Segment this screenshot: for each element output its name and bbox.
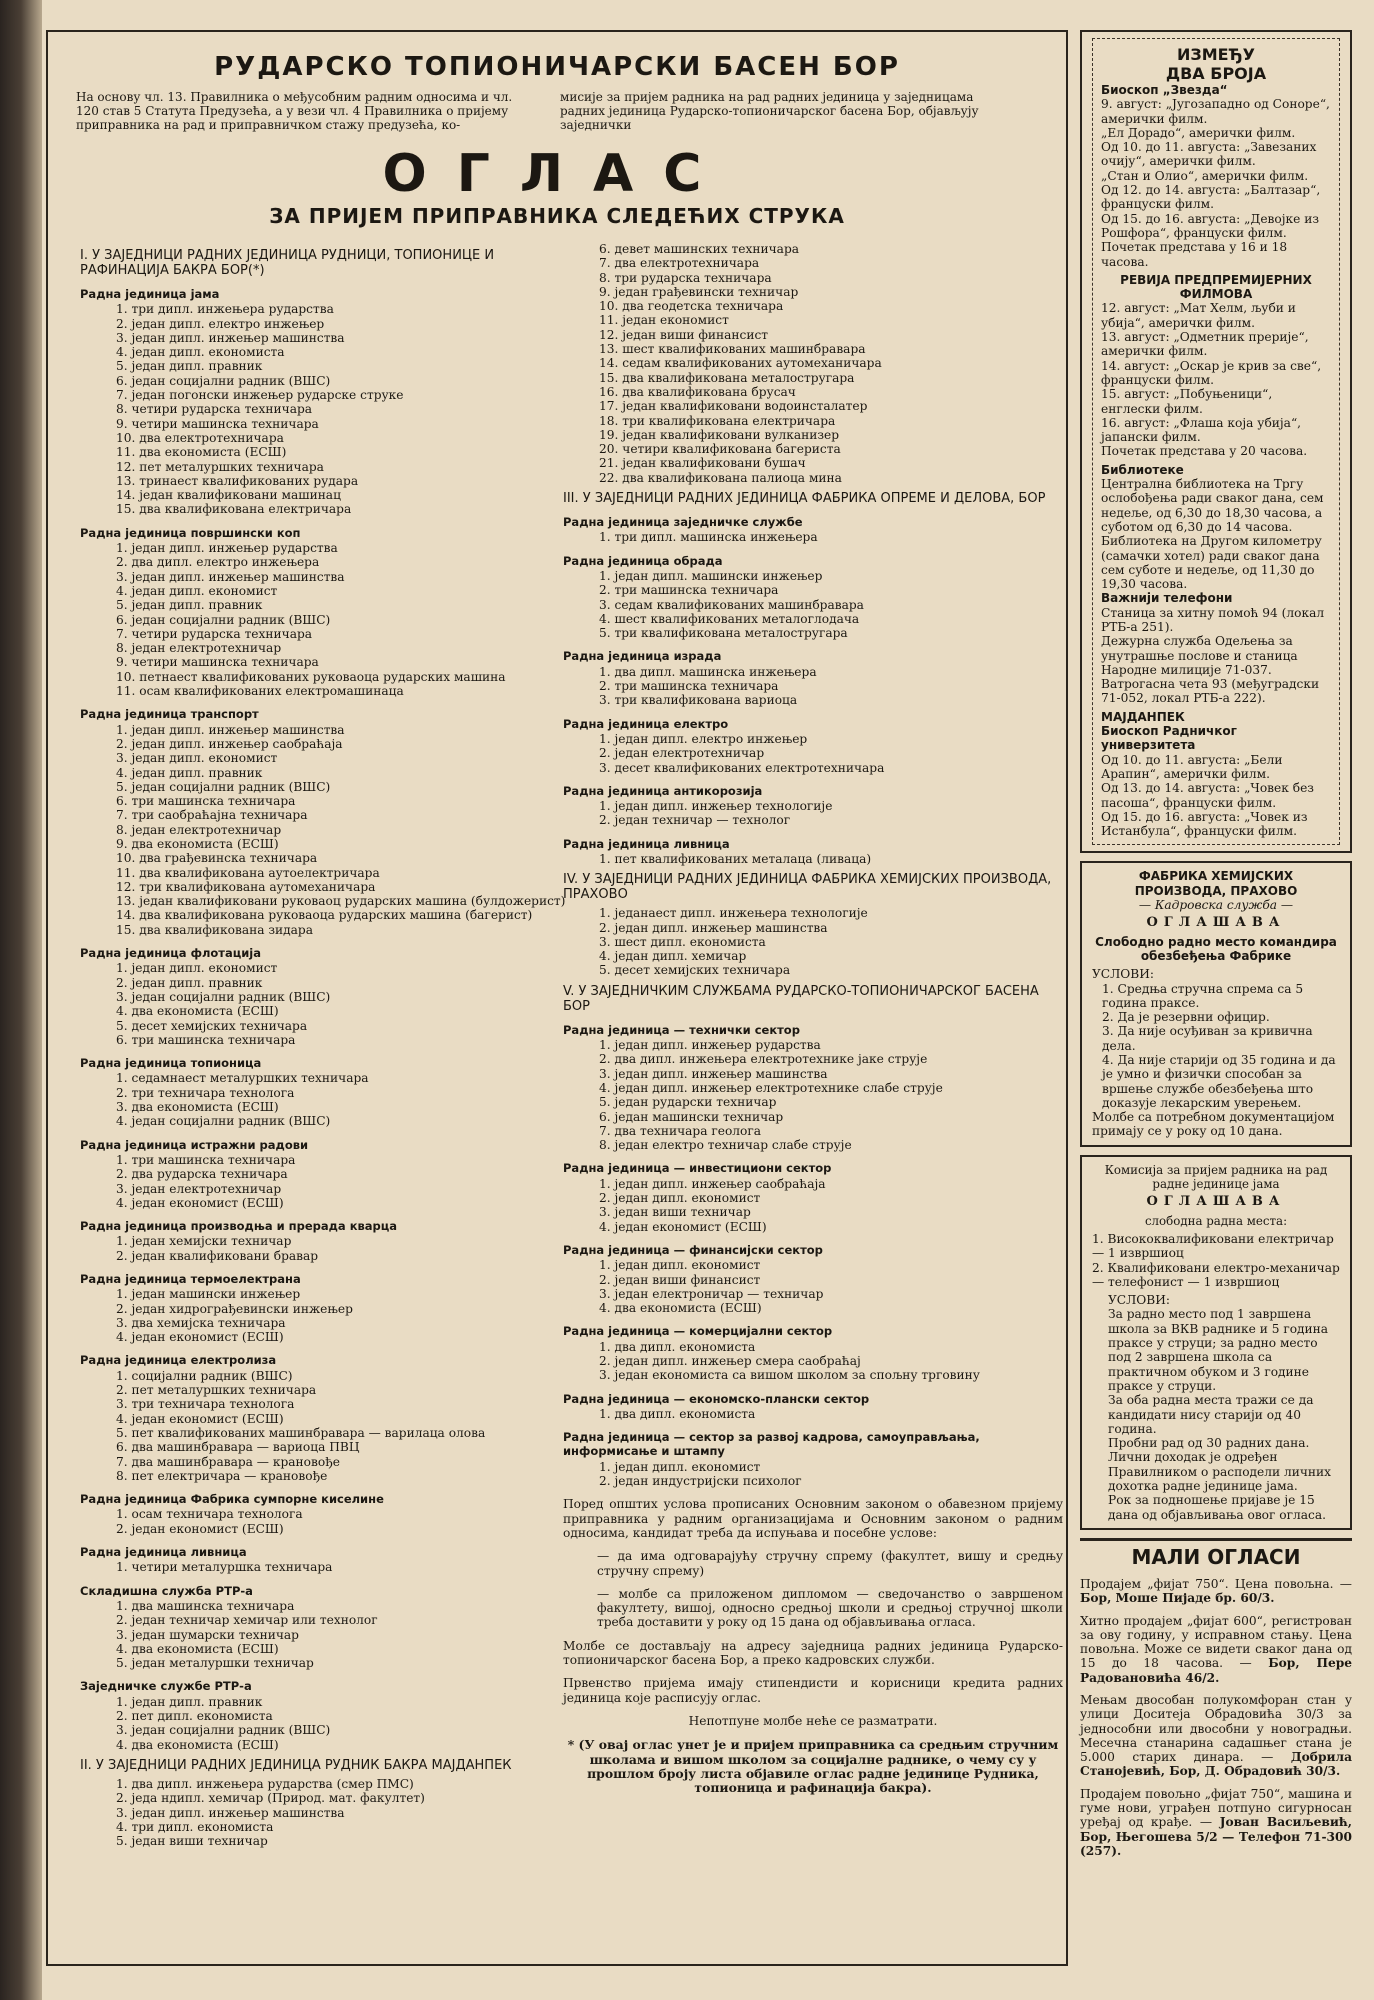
unit-heading: Радна јединица транспорт	[80, 707, 259, 722]
position-item: 9. четири машинска техничара	[116, 655, 319, 670]
komisija-positions	[1092, 1232, 1340, 1289]
ad-text: Мењам двособан полукомфоран стан у улици Доситеја Обрадовића 30/3 за једнособни или двособни у новоградњи. Месечна станарина садашњег стана је 5.000 старих динара. —	[1080, 1692, 1352, 1765]
position-item: 2. један електротехничар	[599, 746, 765, 761]
libraries-heading: Библиотеке	[1101, 462, 1184, 477]
footnote: * (У овај оглас унет је и пријем приправника са средњим стручним школама и вишом школом за социјалне раднике, о чему су у прошлом броју листа објавиле оглас радне јединице Рудника, топионица и рафинација бакра).	[567, 1737, 1059, 1796]
position-item: 3. један електротехничар	[116, 1181, 282, 1196]
unit-heading: Радна јединица електролиза	[80, 1353, 277, 1368]
position-item: 1. пет квалификованих металаца (ливаца)	[599, 851, 872, 866]
position-list	[563, 906, 1063, 977]
position-item: 8. један електро техничар слабе струје	[599, 1138, 852, 1153]
ad-text: Продајем повољно „фијат 750“, машина и гуме нови, уграђен потпуно сигурносан уређај од крађе. —	[1080, 1786, 1352, 1830]
position-item: 3. један социјални радник (ВШС)	[116, 989, 331, 1004]
ad-contact: Добрила Станојевић, Бор, Д. Обрадовић 30/3.	[1080, 1750, 1352, 1779]
position-item: 1. један дипл. инжењер машинства	[116, 722, 345, 737]
condition-item: — да има одговарајућу стручну спрему (факултет, вишу и средњу стручну спрему)	[597, 1549, 1063, 1578]
position-item: 3. шест дипл. економиста	[599, 934, 766, 949]
position-item: 5. три квалификована металостругара	[599, 626, 848, 641]
position-item: 3. један шумарски техничар	[116, 1627, 299, 1642]
position-item: 10. два грађевинска техничара	[116, 851, 318, 866]
position-item: 10. петнаест квалификованих руковаоца рударских машина	[116, 669, 506, 684]
mali-oglasi	[1080, 1538, 1352, 1858]
position-item: 8. три рударска техничара	[599, 270, 772, 285]
listing-line: 14. август: „Оскар је крив за све“, француски филм.	[1101, 358, 1322, 387]
position-item: 5. један дипл. правник	[116, 598, 263, 613]
cinema-univerzitet-listing	[1101, 753, 1331, 839]
position-item: 14. седам квалификованих аутомеханичара	[599, 356, 882, 371]
position-item: 16. два квалификована брусач	[599, 384, 796, 399]
listing-line: Од 12. до 14. августа: „Балтазар“, француски филм.	[1101, 183, 1321, 212]
position-item: 9. четири машинска техничара	[116, 416, 319, 431]
position-item: 4. два економиста (ЕСШ)	[599, 1301, 762, 1316]
listing-line: Централна библиотека на Тргу ослобођења ради сваког дана, сем недеље, од 6,30 до 18,30 часова, а суботом од 6,30 до 14 часова.	[1101, 477, 1324, 534]
position-item: 3. два економиста (ЕСШ)	[116, 1100, 279, 1115]
position-item: 12. пет металуршких техничара	[116, 459, 324, 474]
position-item: 1. два дипл. економиста	[599, 1406, 756, 1421]
position-item: 8. један електротехничар	[116, 822, 282, 837]
unit-heading: Заједничке службе РТР-а	[80, 1679, 252, 1694]
position-item: 3. три техничара технолога	[116, 1397, 295, 1412]
unit-heading: Радна јединица електро	[563, 716, 729, 731]
position-list	[563, 530, 1063, 544]
listing-line: Од 13. до 14. августа: „Човек без пасоша“, француски филм.	[1101, 781, 1314, 810]
position-item: 2. Квалификовани електро-механичар — телефонист — 1 извршиоц	[1092, 1260, 1340, 1289]
position-item: 4. један социјални радник (ВШС)	[116, 1114, 331, 1129]
position-item: 10. два геодетска техничара	[599, 299, 784, 314]
section-heading: IV. У ЗАЈЕДНИЦИ РАДНИХ ЈЕДИНИЦА ФАБРИКА ХЕМИЈСКИХ ПРОИЗВОДА, ПРАХОВО	[563, 872, 1052, 903]
position-item: 4. један економист (ЕСШ)	[116, 1411, 284, 1426]
position-item: 5. један дипл. правник	[116, 359, 263, 374]
position-item: 8. један електротехничар	[116, 641, 282, 656]
unit-heading: Радна јединица ливница	[563, 836, 730, 851]
position-item: 2. један виши финансист	[599, 1272, 761, 1287]
position-list	[563, 242, 1063, 485]
position-item: 3. један дипл. инжењер машинства	[116, 330, 345, 345]
position-item: 13. тринаест квалификованих рудара	[116, 473, 359, 488]
listing-line: Од 10. до 11. августа: „Завезаних очију“, амерички филм.	[1101, 140, 1317, 169]
unit-heading: Радна јединица производња и прерада кварца	[80, 1219, 398, 1234]
position-item: 1. седамнаест металуршких техничара	[116, 1071, 369, 1086]
unit-heading: Радна јединица антикорозија	[563, 783, 763, 798]
position-item: 14. два квалификована руковаоца рударских машина (багерист)	[116, 908, 533, 923]
mali-oglasi-list	[1080, 1577, 1352, 1858]
position-item: 4. један дипл. економиста	[116, 345, 285, 360]
position-item: 1. један дипл. правник	[116, 1694, 263, 1709]
position-item: 1. један дипл. инжењер рударства	[599, 1038, 821, 1053]
position-item: 3. седам квалификованих машинбравара	[599, 597, 864, 612]
position-item: 22. два квалификована палиоца мина	[599, 470, 842, 485]
position-item: 4. један дипл. економист	[116, 583, 278, 598]
position-item: 3. један виши техничар	[599, 1205, 751, 1220]
fabrika-conditions-heading: УСЛОВИ:	[1092, 967, 1154, 982]
unit-heading: Радна јединица обрада	[563, 553, 723, 568]
position-item: 7. два електротехничара	[599, 256, 760, 271]
position-list	[80, 1560, 560, 1574]
fabrika-notice-box	[1080, 861, 1352, 1146]
libraries-listing	[1101, 477, 1331, 591]
position-item: 3. један дипл. инжењер машинства	[116, 1805, 345, 1820]
paragraph: Молбе се достављају на адресу заједница радних јединица Рударско-топионичарског басена Бор, а преко кадровских служби.	[563, 1638, 1063, 1668]
notice-line: Непотпуне молбе неће се разматрати.	[688, 1713, 938, 1728]
position-item: 2. један дипл. правник	[116, 975, 263, 990]
position-list	[80, 1777, 560, 1848]
condition-item: Рок за подношење пријаве је 15 дана од објављивања овог огласа.	[1108, 1493, 1326, 1522]
position-list	[563, 852, 1063, 866]
ad-contact: Бор, Пере Радовановића 46/2.	[1080, 1656, 1353, 1685]
paragraph: Поред општих услова прописаних Основним законом о обавезном пријему приправника у радним организацијама и Основним законом о радним односима, кандидат треба да испуњава и посебне услове:	[563, 1497, 1063, 1540]
position-item: 4. један економист (ЕСШ)	[599, 1219, 767, 1234]
ad-text: Продајем „фијат 750“. Цена повољна. —	[1080, 1576, 1352, 1591]
position-item: 4. два економиста (ЕСШ)	[116, 1641, 279, 1656]
listing-line: 15. август: „Побуњеници“, енглески филм.	[1101, 387, 1273, 416]
condition-item: Лични доходак је одређен Правилником о расподели личних дохотка радне јединице јама.	[1108, 1450, 1332, 1494]
position-item: 5. један виши техничар	[116, 1834, 268, 1849]
position-item: 2. један дипл. економист	[599, 1191, 761, 1206]
position-item: 15. два квалификована електричара	[116, 502, 352, 517]
unit-heading: Радна јединица — инвестициони сектор	[563, 1161, 832, 1176]
position-item: 3. један социјални радник (ВШС)	[116, 1723, 331, 1738]
ad-contact: Јован Васиљевић, Бор, Његошева 5/2 — Телефон 71-300 (257).	[1080, 1815, 1352, 1858]
position-item: 1. три машинска техничара	[116, 1152, 296, 1167]
position-list	[80, 1234, 560, 1263]
position-item: 1. један дипл. електро инжењер	[599, 731, 808, 746]
position-item: 21. један квалификовани бушач	[599, 456, 806, 471]
phones-heading: Важнији телефони	[1101, 591, 1233, 606]
ad-text: Хитно продајем „фијат 600“, регистрован за ову годину, у исправном стању. Цена повољна. Може се видети сваког дана од 15 до 18 часова. —	[1080, 1613, 1352, 1671]
condition-item: Пробни рад од 30 радних дана.	[1108, 1436, 1310, 1451]
position-item: 2. пет дипл. економиста	[116, 1709, 273, 1724]
komisija-announce: ОГЛАШАВА	[1146, 1194, 1286, 1210]
position-item: 1. два дипл. инжењера рударства (смер ПМС)	[116, 1776, 414, 1791]
listing-line: „Ел Дорадо“, амерички филм.	[1101, 125, 1296, 140]
listing-line: Ватрогасна чета 93 (међуградски 71-052, локал РТБ-а 222).	[1101, 677, 1320, 706]
position-item: 4. један дипл. инжењер електротехнике слабе струје	[599, 1080, 943, 1095]
position-list	[563, 1460, 1063, 1489]
unit-heading: Радна јединица термоелектрана	[80, 1272, 301, 1286]
listing-line: Од 10. до 11. августа: „Бели Арапин“, амерички филм.	[1101, 752, 1283, 781]
position-item: 6. три машинска техничара	[116, 1032, 296, 1047]
position-item: 1. један дипл. машински инжењер	[599, 568, 823, 583]
position-item: 3. десет квалификованих електротехничара	[599, 760, 885, 775]
cinema-univerzitet: Биоскоп Радничког универзитета	[1101, 724, 1237, 753]
condition-item: 3. Да није осуђиван за кривична дела.	[1102, 1024, 1313, 1053]
condition-item: 2. Да је резервни официр.	[1102, 1010, 1270, 1025]
classified-ad	[1080, 1614, 1352, 1685]
position-item: 3. један дипл. економист	[116, 751, 278, 766]
position-item: 4. један дипл. правник	[116, 765, 263, 780]
unit-heading: Радна јединица — технички сектор	[563, 1022, 800, 1037]
unit-heading: Радна јединица флотација	[80, 946, 262, 961]
position-item: 3. један електроничар — техничар	[599, 1286, 824, 1301]
position-item: 11. осам квалификованих електромашинаца	[116, 684, 404, 699]
position-item: 15. два квалификована металостругара	[599, 370, 855, 385]
komisija-intro: Комисија за пријем радника на рад радне јединице јама	[1104, 1162, 1328, 1192]
revija-heading: РЕВИЈА ПРЕДПРЕМИЈЕРНИХ ФИЛМОВА	[1120, 272, 1312, 302]
position-item: 4. два економиста (ЕСШ)	[116, 1737, 279, 1752]
listing-line: Дежурна служба Одељења за унутрашње послове и станица Народне милиције 71-037.	[1101, 634, 1298, 677]
position-list	[563, 1177, 1063, 1234]
mali-oglasi-heading: МАЛИ ОГЛАСИ	[1080, 1538, 1352, 1569]
position-list	[80, 1599, 560, 1670]
position-item: 5. један металуршки техничар	[116, 1656, 314, 1671]
position-item: 12. три квалификована аутомеханичара	[116, 879, 376, 894]
position-item: 9. два економиста (ЕСШ)	[116, 836, 279, 851]
position-list	[80, 1287, 560, 1344]
unit-heading: Радна јединица — финансијски сектор	[563, 1242, 823, 1257]
position-item: 2. три техничара технолога	[116, 1085, 295, 1100]
position-item: 7. два машинбравара — крановође	[116, 1454, 341, 1469]
condition-item: За радно место под 1 завршена школа за ВКВ раднике и 5 година праксе у струци; за радно место под 2 завршена школа са практичном обуком и 3 године праксе у струци.	[1108, 1307, 1329, 1393]
position-item: 5. један социјални радник (ВШС)	[116, 779, 331, 794]
position-list	[80, 541, 560, 698]
position-list	[80, 1369, 560, 1483]
position-list	[80, 1153, 560, 1210]
position-item: 13. један квалификовани руковаоц рударских машина (булдожерист)	[116, 894, 566, 909]
fabrika-announce: ОГЛАШАВА	[1146, 915, 1286, 931]
position-item: 3. три квалификована вариоца	[599, 693, 798, 708]
position-item: 7. два техничара геолога	[599, 1123, 762, 1138]
oglas-heading: ОГЛАС	[382, 144, 732, 204]
position-list	[80, 302, 560, 516]
position-list	[80, 1071, 560, 1128]
listing-line: Станица за хитну помоћ 94 (локал РТБ-а 251).	[1101, 605, 1325, 634]
position-item: 6. два машинбравара — вариоца ПВЦ	[116, 1440, 360, 1455]
position-list	[563, 1340, 1063, 1383]
position-item: 1. један дипл. економист	[599, 1459, 761, 1474]
position-item: 1. два дипл. економиста	[599, 1339, 756, 1354]
unit-heading: Радна јединица површински коп	[80, 525, 301, 540]
fabrika-title: ФАБРИКА ХЕМИЈСКИХ ПРОИЗВОДА, ПРАХОВО	[1134, 869, 1298, 898]
position-item: 3. један економиста са вишом школом за спољну трговину	[599, 1368, 980, 1383]
position-item: 2. један дипл. електро инжењер	[116, 316, 325, 331]
position-item: 11. два квалификована аутоелектричара	[116, 865, 380, 880]
position-item: 10. два електротехничара	[116, 430, 284, 445]
izmedju-title: ИЗМЕЂУ	[1177, 45, 1255, 64]
position-item: 2. један хидрограђевински инжењер	[116, 1301, 353, 1316]
position-item: 2. два дипл. електро инжењера	[116, 555, 320, 570]
position-item: 13. шест квалификованих машинбравара	[599, 342, 866, 357]
section-heading: V. У ЗАЈЕДНИЧКИМ СЛУЖБАМА РУДАРСКО-ТОПИОНИЧАРСКОГ БАСЕНА БОР	[563, 983, 1039, 1014]
position-item: 2. један економист (ЕСШ)	[116, 1521, 284, 1536]
position-item: 1. један дипл. инжењер саобраћаја	[599, 1176, 826, 1191]
izmedju-subtitle: ДВА БРОЈА	[1165, 64, 1267, 83]
unit-heading: Радна јединица Фабрика сумпорне киселине	[80, 1492, 384, 1507]
position-list	[563, 732, 1063, 775]
position-item: 1. један хемијски техничар	[116, 1234, 292, 1249]
classified-ad	[1080, 1577, 1352, 1606]
adjacent-page-edge	[0, 0, 42, 2000]
listing-line: Библиотека на Другом километру (самачки хотел) ради сваког дана сем суботе и недеље, од 11,30 до 19,30 часова.	[1101, 534, 1322, 592]
position-item: 6. један социјални радник (ВШС)	[116, 373, 331, 388]
position-item: 6. три машинска техничара	[116, 794, 296, 809]
position-list	[563, 1038, 1063, 1152]
position-item: 18. три квалификована електричара	[599, 413, 836, 428]
position-item: 2. један техничар хемичар или технолог	[116, 1613, 378, 1628]
position-item: 1. два дипл. машинска инжењера	[599, 664, 817, 679]
komisija-conditions	[1092, 1307, 1340, 1521]
ad-contact: Бор, Моше Пијаде бр. 60/3.	[1080, 1591, 1275, 1606]
listing-line: 9. август: „Југозападно од Соноре“, амерички филм.	[1101, 97, 1330, 126]
unit-heading: Радна јединица топионица	[80, 1056, 262, 1071]
fabrika-footer: Молбе са потребном документацијом примају се у року од 10 дана.	[1092, 1110, 1335, 1139]
unit-heading: Радна јединица ливница	[80, 1545, 247, 1560]
unit-heading: Радна јединица јама	[80, 287, 220, 301]
position-item: 2. три машинска техничара	[599, 679, 779, 694]
intro-right: мисије за пријем радника на рад радних јединица у заједницама радних јединица Рударско-топионичарског басена Бор, објављују заједнички	[560, 90, 979, 132]
main-announcement	[46, 30, 1068, 1966]
position-item: 2. један дипл. инжењер смера саобраћај	[599, 1354, 861, 1368]
intro-left: На основу чл. 13. Правилника о међусобним радним односима и чл. 120 став 5 Статута Предузећа, а у вези чл. 4 Правилника о пријему приправника на рад и приправничком стажу предузећа, ко-	[76, 90, 513, 132]
position-item: 3. два хемијска техничара	[116, 1315, 286, 1330]
position-list	[80, 722, 566, 937]
position-item: 1. три дипл. инжењера рударства	[116, 302, 334, 317]
position-item: 8. пет електричара — крановође	[116, 1468, 328, 1483]
company-title: РУДАРСКО ТОПИОНИЧАРСКИ БАСЕН БОР	[214, 52, 900, 82]
position-item: 7. један погонски инжењер рударске струке	[116, 388, 404, 403]
unit-heading: Радна јединица — комерцијални сектор	[563, 1324, 833, 1339]
position-list	[563, 1258, 1063, 1315]
position-item: 17. један квалификовани водоинсталатер	[599, 399, 868, 414]
position-item: 1. осам техничара технолога	[116, 1507, 303, 1522]
position-item: 3. један дипл. инжењер машинства	[599, 1066, 828, 1081]
position-item: 2. један дипл. инжењер саобраћаја	[116, 736, 343, 751]
position-item: 2. један квалификовани бравар	[116, 1248, 319, 1263]
position-list	[563, 1407, 1063, 1421]
condition-item: — молбе са приложеном дипломом — сведочанство о завршеном факултету, вишој, односно средњој школи и средњој стручној школи треба доставити у року од 15 дана од објављивања огласа.	[597, 1586, 1063, 1630]
position-item: 1. један машински инжењер	[116, 1287, 301, 1302]
position-item: 2. пет металуршких техничара	[116, 1383, 317, 1398]
position-item: 19. један квалификовани вулканизер	[599, 427, 840, 442]
position-item: 5. десет хемијских техничара	[599, 963, 791, 978]
position-item: 1. четири металуршка техничара	[116, 1560, 333, 1575]
position-item: 15. два квалификована зидара	[116, 922, 313, 937]
position-item: 5. један рударски техничар	[599, 1095, 777, 1110]
condition-item: За оба радна места тражи се да кандидати нису старији од 40 година.	[1108, 1393, 1314, 1436]
fabrika-conditions	[1092, 982, 1340, 1111]
position-item: 4. шест квалификованих металоглодача	[599, 611, 860, 626]
oglas-subheading: ЗА ПРИЈЕМ ПРИПРАВНИКА СЛЕДЕЋИХ СТРУКА	[269, 204, 845, 228]
position-item: 9. један грађевински техничар	[599, 284, 799, 299]
section-heading: I. У ЗАЈЕДНИЦИ РАДНИХ ЈЕДИНИЦА РУДНИЦИ, ТОПИОНИЦЕ И РАФИНАЦИЈА БАКРА БОР(*)	[80, 248, 495, 278]
section-heading: II. У ЗАЈЕДНИЦИ РАДНИХ ЈЕДИНИЦА РУДНИК БАКРА МАЈДАНПЕК	[80, 1757, 512, 1773]
cinema-zvezda: Биоскоп „Звезда“	[1101, 83, 1228, 97]
classified-ad	[1080, 1693, 1352, 1779]
unit-heading: Радна јединица — сектор за развој кадрова, самоуправљања, информисање и штампу	[563, 1430, 980, 1459]
position-item: 14. један квалификовани машинац	[116, 488, 341, 503]
listing-line: Почетак представа у 20 часова.	[1101, 444, 1308, 459]
listing-column-right	[563, 242, 1063, 1795]
izmedju-dva-broja-box	[1080, 30, 1352, 853]
position-item: 2. два дипл. инжењера електротехнике јаке струје	[599, 1052, 928, 1067]
listing-column-left	[80, 242, 566, 1849]
fabrika-service: — Кадровска служба —	[1138, 898, 1294, 913]
position-list	[80, 1507, 560, 1536]
listing-line: Почетак представа у 16 и 18 часова.	[1101, 240, 1288, 269]
position-item: 8. четири рударска техничара	[116, 402, 313, 417]
position-item: 4. два економиста (ЕСШ)	[116, 1004, 279, 1019]
position-item: 2. једа ндипл. хемичар (Природ. мат. факултет)	[116, 1791, 425, 1806]
position-item: 7. четири рударска техничара	[116, 626, 313, 641]
paragraph: Првенство пријема имају стипендисти и корисници кредита радних јединица које расписују оглас.	[563, 1676, 1063, 1705]
position-item: 2. један индустријски психолог	[599, 1474, 802, 1489]
position-item: 6. девет машинских техничара	[599, 242, 800, 256]
listing-line: 12. август: „Мат Хелм, љуби и убија“, амерички филм.	[1101, 301, 1296, 330]
komisija-conditions-heading: УСЛОВИ:	[1108, 1293, 1170, 1308]
position-item: 12. један виши финансист	[599, 327, 769, 342]
position-list	[80, 1695, 560, 1752]
position-item: 6. један социјални радник (ВШС)	[116, 612, 331, 627]
position-list	[563, 799, 1063, 828]
position-item: 1. социјални радник (ВШС)	[116, 1368, 293, 1383]
position-item: 5. десет хемијских техничара	[116, 1018, 308, 1033]
unit-heading: Радна јединица истражни радови	[80, 1137, 309, 1152]
position-item: 1. два машинска техничара	[116, 1598, 295, 1613]
position-item: 5. пет квалификованих машинбравара — варилаца олова	[116, 1425, 486, 1440]
phones-listing	[1101, 606, 1331, 706]
condition-item: 1. Средња стручна спрема са 5 година праксе.	[1102, 981, 1304, 1010]
section-heading: III. У ЗАЈЕДНИЦИ РАДНИХ ЈЕДИНИЦА ФАБРИКА ОПРЕМЕ И ДЕЛОВА, БОР	[563, 491, 1046, 507]
position-item: 1. један дипл. инжењер технологије	[599, 799, 833, 814]
position-item: 4. један економист (ЕСШ)	[116, 1195, 284, 1210]
sidebar	[1080, 30, 1352, 1866]
position-item: 2. један техничар — технолог	[599, 813, 791, 828]
position-item: 1. један дипл. економист	[116, 961, 278, 976]
position-item: 1. Висококвалификовани електричар — 1 извршиоц	[1092, 1231, 1334, 1261]
unit-heading: Складишна служба РТР-а	[80, 1583, 253, 1598]
majdanpek-heading: МАЈДАНПЕК	[1101, 709, 1185, 724]
unit-heading: Радна јединица заједничке службе	[563, 515, 803, 530]
position-list	[563, 665, 1063, 708]
komisija-sub: слободна радна места:	[1144, 1213, 1288, 1228]
position-item: 7. три саобраћајна техничара	[116, 808, 308, 823]
position-item: 11. један економист	[599, 313, 729, 328]
position-item: 1. једанаест дипл. инжењера технологије	[599, 906, 868, 921]
unit-heading: Радна јединица израда	[563, 649, 722, 664]
position-item: 2. три машинска техничара	[599, 583, 779, 598]
position-item: 1. један дипл. економист	[599, 1258, 761, 1273]
cinema-zvezda-listing	[1101, 97, 1331, 269]
unit-heading: Радна јединица — економско-плански сектор	[563, 1391, 870, 1406]
condition-item: 4. Да није старији од 35 година и да је умно и физички способан за вршење службе обезбеђења што доказује лекарским уверењем.	[1102, 1053, 1336, 1110]
position-item: 6. један машински техничар	[599, 1109, 784, 1124]
position-item: 1. три дипл. машинска инжењера	[599, 530, 818, 545]
position-list	[80, 961, 560, 1047]
listing-line: 13. август: „Одметник прерије“, амерички филм.	[1101, 330, 1309, 359]
listing-line: 16. август: „Флаша која убија“, јапански филм.	[1101, 415, 1302, 445]
listing-line: „Стан и Олио“, амерички филм.	[1101, 168, 1309, 183]
komisija-notice-box	[1080, 1155, 1352, 1530]
position-item: 11. два економиста (ЕСШ)	[116, 445, 287, 460]
listing-line: Од 15. до 16. августа: „Девојке из Рошфора“, француски филм.	[1101, 211, 1319, 240]
position-item: 4. један економист (ЕСШ)	[116, 1330, 284, 1345]
position-item: 20. четири квалификована багериста	[599, 442, 841, 457]
position-item: 4. један дипл. хемичар	[599, 949, 747, 964]
position-item: 2. два рударска техничара	[116, 1167, 288, 1182]
position-item: 3. један дипл. инжењер машинства	[116, 569, 345, 584]
position-list	[563, 569, 1063, 640]
position-item: 1. један дипл. инжењер рударства	[116, 541, 338, 556]
listing-line: Од 15. до 16. августа: „Човек из Истанбула“, француски филм.	[1101, 809, 1308, 839]
position-item: 4. три дипл. економиста	[116, 1819, 274, 1834]
revija-listing	[1101, 301, 1331, 458]
position-item: 2. један дипл. инжењер машинства	[599, 920, 828, 935]
fabrika-position: Слободно радно место командира обезбеђења Фабрике	[1095, 934, 1337, 963]
classified-ad	[1080, 1787, 1352, 1858]
